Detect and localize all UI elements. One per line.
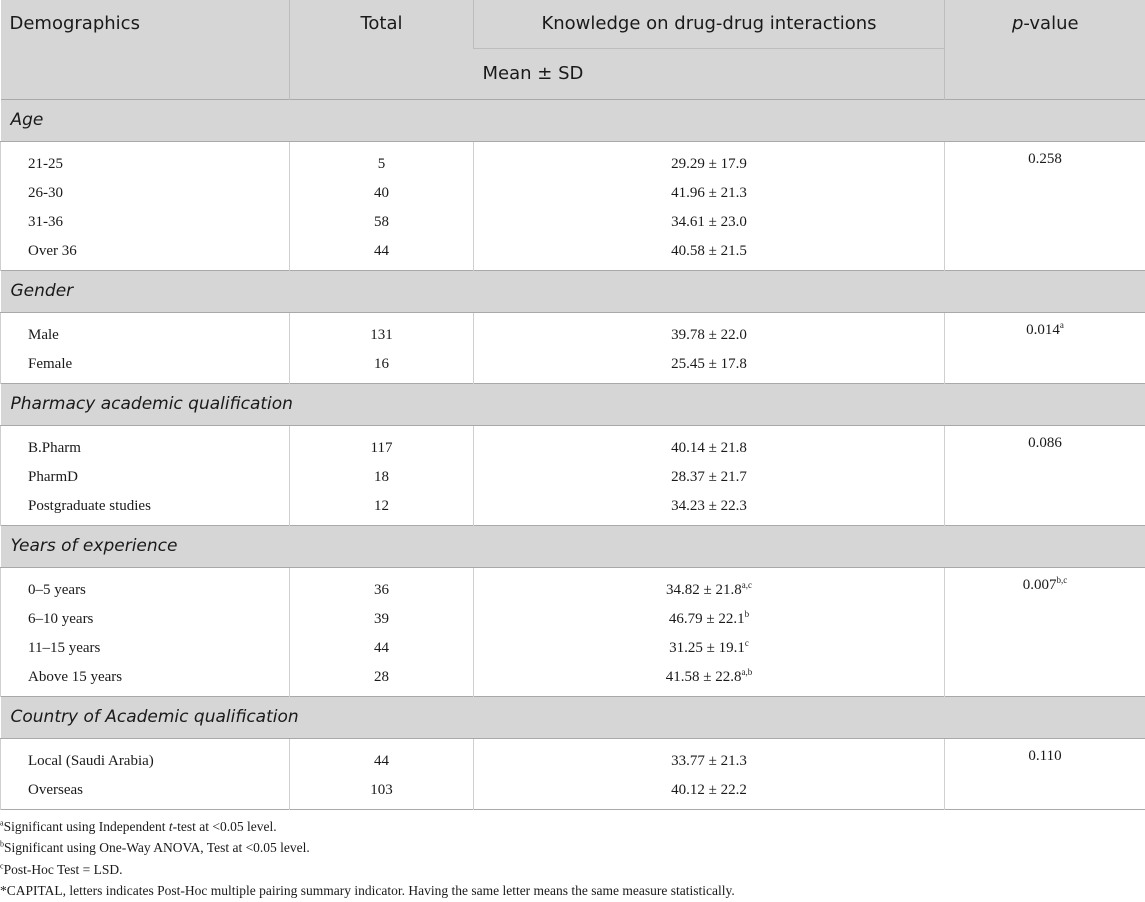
pvalue-superscript: a [1060, 320, 1064, 330]
header-demographics: Demographics [1, 0, 290, 99]
pvalue-text: 0.007 [1023, 577, 1057, 593]
row-label: 31-36 [1, 208, 290, 237]
section-pvalue [945, 567, 1145, 696]
table-row [1, 738, 1145, 776]
mean-sd-value: 31.25 ± 19.1 [669, 640, 745, 656]
row-mean-sd [474, 141, 945, 179]
section-title: Gender [1, 270, 1145, 312]
mean-sd-value: 46.79 ± 22.1 [669, 611, 745, 627]
row-mean-sd [474, 179, 945, 208]
row-total: 131 [290, 312, 474, 350]
row-mean-sd [474, 663, 945, 697]
row-label: 11–15 years [1, 634, 290, 663]
table-row [1, 425, 1145, 463]
header-total: Total [290, 0, 474, 99]
row-label: 26-30 [1, 179, 290, 208]
row-mean-sd [474, 237, 945, 271]
row-mean-sd [474, 463, 945, 492]
row-mean-sd [474, 350, 945, 384]
section-header-row [1, 696, 1145, 738]
row-mean-sd [474, 425, 945, 463]
row-total: 58 [290, 208, 474, 237]
mean-sd-value: 40.14 ± 21.8 [671, 440, 747, 456]
row-mean-sd [474, 776, 945, 810]
table-header [1, 0, 1145, 99]
section-title: Pharmacy academic qualification [1, 383, 1145, 425]
row-label: Male [1, 312, 290, 350]
row-mean-sd [474, 567, 945, 605]
row-label: 21-25 [1, 141, 290, 179]
row-label: 0–5 years [1, 567, 290, 605]
header-mean-sd: Mean ± SD [474, 48, 945, 99]
row-total: 28 [290, 663, 474, 697]
mean-sd-value: 25.45 ± 17.8 [671, 356, 747, 372]
footnote-c: $^c$Post-Hoc Test = LSD. [0, 859, 1145, 881]
row-label: Over 36 [1, 237, 290, 271]
row-label: B.Pharm [1, 425, 290, 463]
section-title: Age [1, 99, 1145, 141]
footnote-star: *CAPITAL, letters indicates Post-Hoc multiple pairing summary indicator. Having the same letter means the same measure statistically. [0, 880, 1145, 902]
pvalue-text: 0.014 [1026, 322, 1060, 338]
section-pvalue [945, 738, 1145, 809]
row-label: Female [1, 350, 290, 384]
section-pvalue [945, 425, 1145, 525]
table-row [1, 141, 1145, 179]
row-label: 6–10 years [1, 605, 290, 634]
footnote-b: $^b$Significant using One-Way ANOVA, Test at <0.05 level. [0, 837, 1145, 859]
footnote-a: $^a$Significant using Independent t-test at <0.05 level. [0, 816, 1145, 838]
row-total: 12 [290, 492, 474, 526]
row-mean-sd [474, 634, 945, 663]
pvalue-text: 0.110 [1028, 748, 1061, 764]
mean-sd-superscript: a,c [742, 580, 752, 590]
row-total: 36 [290, 567, 474, 605]
row-total: 44 [290, 738, 474, 776]
section-header-row [1, 383, 1145, 425]
row-total: 117 [290, 425, 474, 463]
row-label: PharmD [1, 463, 290, 492]
mean-sd-value: 34.61 ± 23.0 [671, 214, 747, 230]
mean-sd-superscript: c [745, 638, 749, 648]
row-total: 40 [290, 179, 474, 208]
mean-sd-value: 40.58 ± 21.5 [671, 243, 747, 259]
section-header-row [1, 270, 1145, 312]
row-total: 103 [290, 776, 474, 810]
row-total: 44 [290, 634, 474, 663]
header-pvalue: p-value [945, 0, 1145, 99]
section-title: Years of experience [1, 525, 1145, 567]
row-total: 44 [290, 237, 474, 271]
row-label: Overseas [1, 776, 290, 810]
pvalue-text: 0.258 [1028, 151, 1062, 167]
mean-sd-superscript: a,b [741, 667, 752, 677]
row-mean-sd [474, 312, 945, 350]
mean-sd-value: 39.78 ± 22.0 [671, 327, 747, 343]
table-row [1, 312, 1145, 350]
row-mean-sd [474, 605, 945, 634]
mean-sd-value: 28.37 ± 21.7 [671, 469, 747, 485]
pvalue-superscript: b,c [1057, 575, 1068, 585]
row-total: 16 [290, 350, 474, 384]
row-label: Postgraduate studies [1, 492, 290, 526]
row-mean-sd [474, 492, 945, 526]
row-label: Local (Saudi Arabia) [1, 738, 290, 776]
row-mean-sd [474, 738, 945, 776]
pvalue-text: 0.086 [1028, 435, 1062, 451]
row-total: 5 [290, 141, 474, 179]
table-row [1, 567, 1145, 605]
mean-sd-superscript: b [745, 609, 750, 619]
section-title: Country of Academic qualification [1, 696, 1145, 738]
row-total: 39 [290, 605, 474, 634]
header-knowledge: Knowledge on drug-drug interactions [474, 0, 945, 48]
mean-sd-value: 40.12 ± 22.2 [671, 782, 747, 798]
mean-sd-value: 34.23 ± 22.3 [671, 498, 747, 514]
mean-sd-value: 41.58 ± 22.8 [666, 669, 742, 685]
mean-sd-value: 41.96 ± 21.3 [671, 185, 747, 201]
row-mean-sd [474, 208, 945, 237]
mean-sd-value: 29.29 ± 17.9 [671, 156, 747, 172]
mean-sd-value: 34.82 ± 21.8 [666, 582, 742, 598]
row-label: Above 15 years [1, 663, 290, 697]
table-body [1, 99, 1145, 809]
footnotes [0, 810, 1145, 902]
section-pvalue [945, 312, 1145, 383]
mean-sd-value: 33.77 ± 21.3 [671, 753, 747, 769]
section-header-row [1, 525, 1145, 567]
row-total: 18 [290, 463, 474, 492]
section-pvalue [945, 141, 1145, 270]
section-header-row [1, 99, 1145, 141]
